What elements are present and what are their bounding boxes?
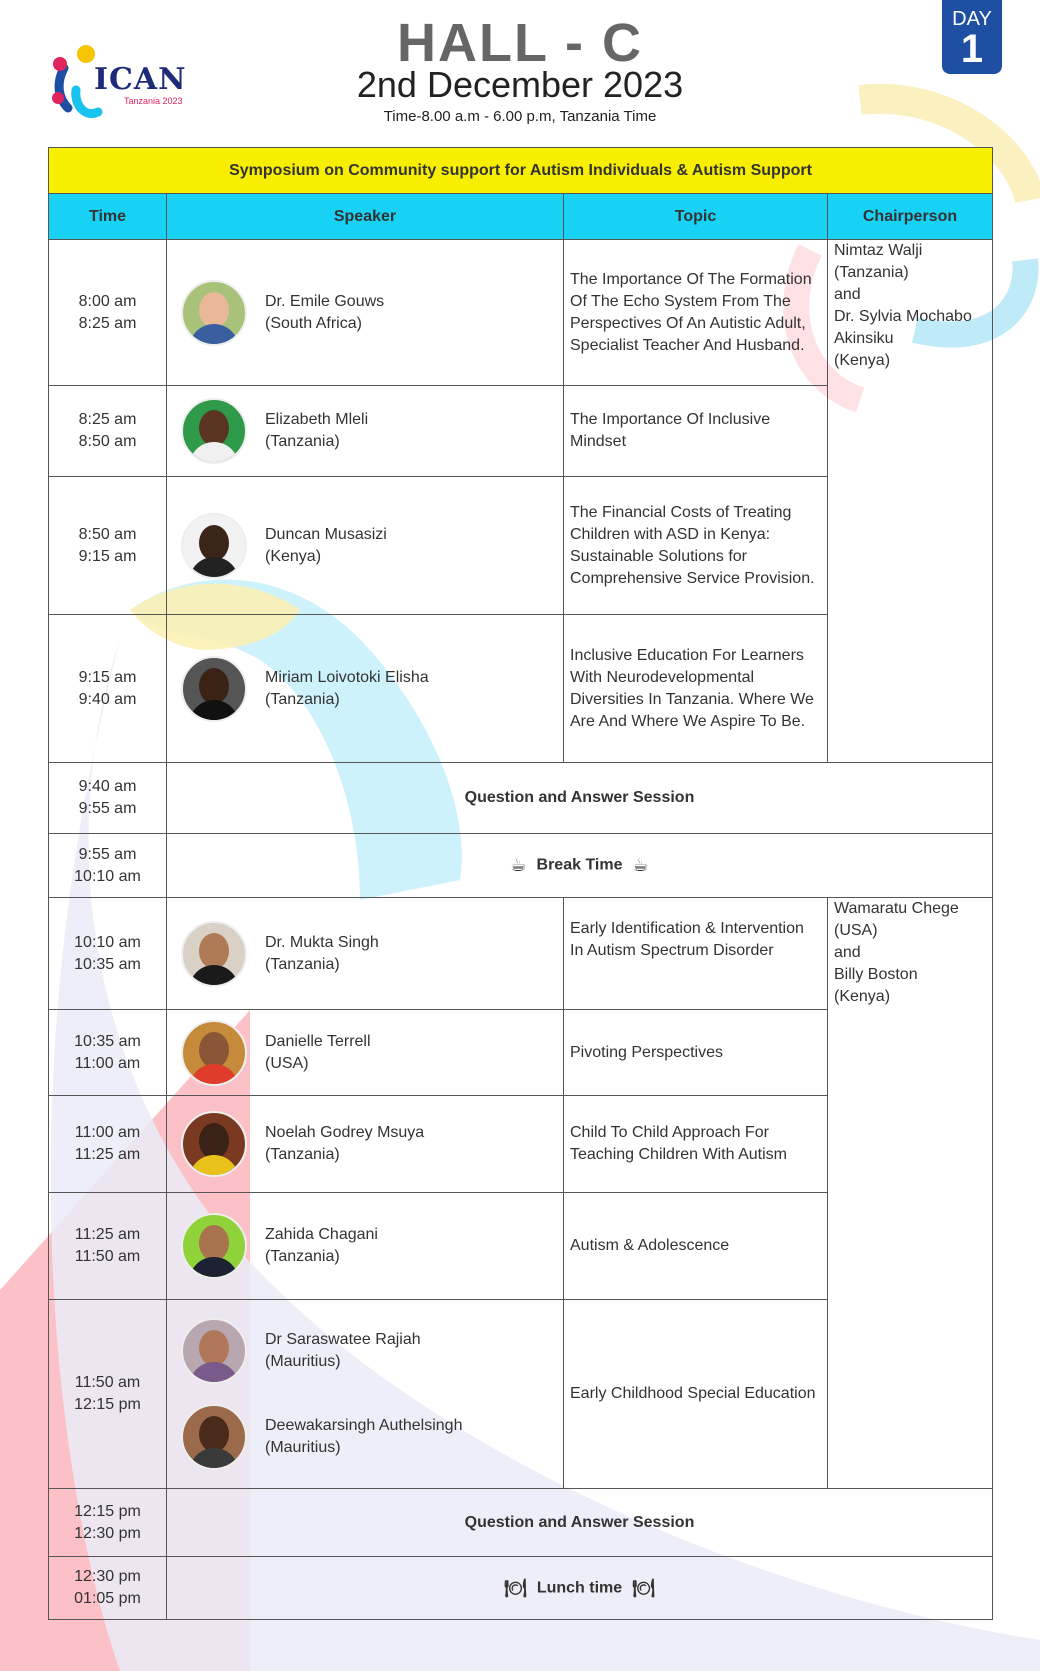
time-cell: 8:25 am 8:50 am — [49, 386, 167, 477]
speaker-photo — [181, 280, 247, 346]
speaker-photo — [181, 1213, 247, 1279]
qa-session: Question and Answer Session — [167, 763, 993, 834]
table-row — [49, 240, 993, 386]
table-row — [49, 763, 993, 834]
topic-cell: Early Childhood Special Education — [564, 1300, 828, 1489]
day-number: 1 — [960, 27, 984, 71]
table-row — [49, 834, 993, 898]
speaker-name: Miriam Loivotoki Elisha — [265, 668, 429, 686]
time-cell: 10:10 am 10:35 am — [49, 898, 167, 1010]
speaker-name: Deewakarsingh Authelsingh — [265, 1417, 463, 1434]
speaker-name: Danielle Terrell — [265, 1032, 371, 1050]
topic-cell: The Importance Of Inclusive Mindset — [564, 386, 828, 477]
time-cell: 9:15 am 9:40 am — [49, 615, 167, 763]
column-header-time: Time — [49, 194, 167, 240]
table-row — [49, 898, 993, 1010]
event-time: Time-8.00 a.m - 6.00 p.m, Tanzania Time — [383, 108, 657, 125]
time-cell: 11:00 am 11:25 am — [49, 1096, 167, 1193]
speaker-origin: (Mauritius) — [265, 1353, 341, 1370]
speaker-cell — [167, 386, 564, 477]
speaker-origin: (Tanzania) — [265, 955, 340, 973]
speaker-photo — [181, 398, 247, 464]
speaker-cell — [167, 1010, 564, 1096]
speaker-cell — [167, 1096, 564, 1193]
speaker-cell — [167, 477, 564, 615]
speaker-cell — [167, 898, 564, 1010]
speaker-name: Duncan Musasizi — [265, 525, 387, 543]
coffee-cup-icon: ☕ — [632, 855, 649, 875]
topic-cell: Early Identification & Intervention In Autism Spectrum Disorder — [564, 898, 828, 1010]
topic-cell: Autism & Adolescence — [564, 1193, 828, 1300]
plate-cutlery-icon: 🍽 — [503, 1577, 527, 1598]
time-cell: 12:15 pm 12:30 pm — [49, 1489, 167, 1557]
column-header-topic: Topic — [564, 194, 828, 240]
time-cell: 9:55 am 10:10 am — [49, 834, 167, 898]
speaker-photo — [181, 656, 247, 722]
day-badge — [942, 0, 1002, 74]
speaker-origin: (South Africa) — [265, 314, 362, 332]
topic-cell: Inclusive Education For Learners With Neurodevelopmental Diversities In Tanzania. Where We Are And Where We Aspire To Be. — [564, 615, 828, 763]
column-header-chairperson: Chairperson — [828, 194, 993, 240]
time-cell: 12:30 pm 01:05 pm — [49, 1557, 167, 1620]
page-header — [0, 0, 1040, 140]
break-session: ☕ Break Time ☕ — [167, 834, 993, 898]
table-row — [49, 1489, 993, 1557]
time-cell: 8:00 am 8:25 am — [49, 240, 167, 386]
speaker-origin: (Mauritius) — [265, 1439, 341, 1456]
topic-cell: Child To Child Approach For Teaching Children With Autism — [564, 1096, 828, 1193]
speaker-origin: (Tanzania) — [265, 1146, 340, 1163]
time-cell: 11:25 am 11:50 am — [49, 1193, 167, 1300]
table-row — [49, 1557, 993, 1620]
speaker-photo — [181, 1020, 247, 1086]
time-cell: 10:35 am 11:00 am — [49, 1010, 167, 1096]
time-cell: 8:50 am 9:15 am — [49, 477, 167, 615]
speaker-cell — [167, 1193, 564, 1300]
speaker-name: Dr Saraswatee Rajiah — [265, 1331, 421, 1348]
time-cell: 9:40 am 9:55 am — [49, 763, 167, 834]
speaker-name: Noelah Godrey Msuya — [265, 1124, 425, 1141]
speaker-photo — [181, 513, 247, 579]
schedule-table — [48, 147, 993, 1620]
lunch-session: 🍽 Lunch time 🍽 — [167, 1557, 993, 1620]
speaker-origin: (Tanzania) — [265, 1248, 340, 1265]
logo-text: ICAN — [94, 62, 187, 97]
chairperson-cell: Wamaratu Chege (USA) and Billy Boston (Kenya) — [828, 898, 993, 1489]
speaker-origin: (Tanzania) — [265, 690, 340, 708]
time-cell: 11:50 am 12:15 pm — [49, 1300, 167, 1489]
symposium-banner: Symposium on Community support for Autism Individuals & Autism Support — [49, 148, 993, 194]
column-header-row — [49, 194, 993, 240]
column-header-speaker: Speaker — [167, 194, 564, 240]
speaker-origin: (USA) — [265, 1054, 309, 1072]
speaker-name: Elizabeth Mleli — [265, 411, 369, 428]
logo-subtext: Tanzania 2023 — [124, 96, 183, 106]
speaker-photo — [181, 1318, 247, 1384]
speaker-name: Dr. Mukta Singh — [265, 933, 379, 951]
speaker-name: Dr. Emile Gouws — [265, 292, 385, 310]
qa-session: Question and Answer Session — [167, 1489, 993, 1557]
topic-cell: The Financial Costs of Treating Children with ASD in Kenya: Sustainable Solutions for Comprehensive Service Provision. — [564, 477, 828, 615]
speaker-cell — [167, 240, 564, 386]
event-date: 2nd December 2023 — [356, 64, 684, 105]
speaker-photo — [181, 921, 247, 987]
day-label: DAY — [952, 8, 992, 30]
chairperson-cell: Nimtaz Walji (Tanzania) and Dr. Sylvia Mochabo Akinsiku (Kenya) — [828, 240, 993, 763]
speaker-cell — [167, 615, 564, 763]
speaker-name: Zahida Chagani — [265, 1226, 378, 1243]
coffee-cup-icon: ☕ — [510, 855, 527, 875]
speaker-origin: (Tanzania) — [265, 433, 340, 450]
speaker-photo — [181, 1111, 247, 1177]
topic-cell: The Importance Of The Formation Of The Echo System From The Perspectives Of An Autistic Adult, Specialist Teacher And Husband. — [564, 240, 828, 386]
plate-cutlery-icon: 🍽 — [632, 1577, 656, 1598]
topic-cell: Pivoting Perspectives — [564, 1010, 828, 1096]
hall-title: HALL - C — [397, 13, 643, 73]
speaker-cell — [167, 1300, 564, 1489]
speaker-photo — [181, 1404, 247, 1470]
speaker-origin: (Kenya) — [265, 547, 322, 565]
